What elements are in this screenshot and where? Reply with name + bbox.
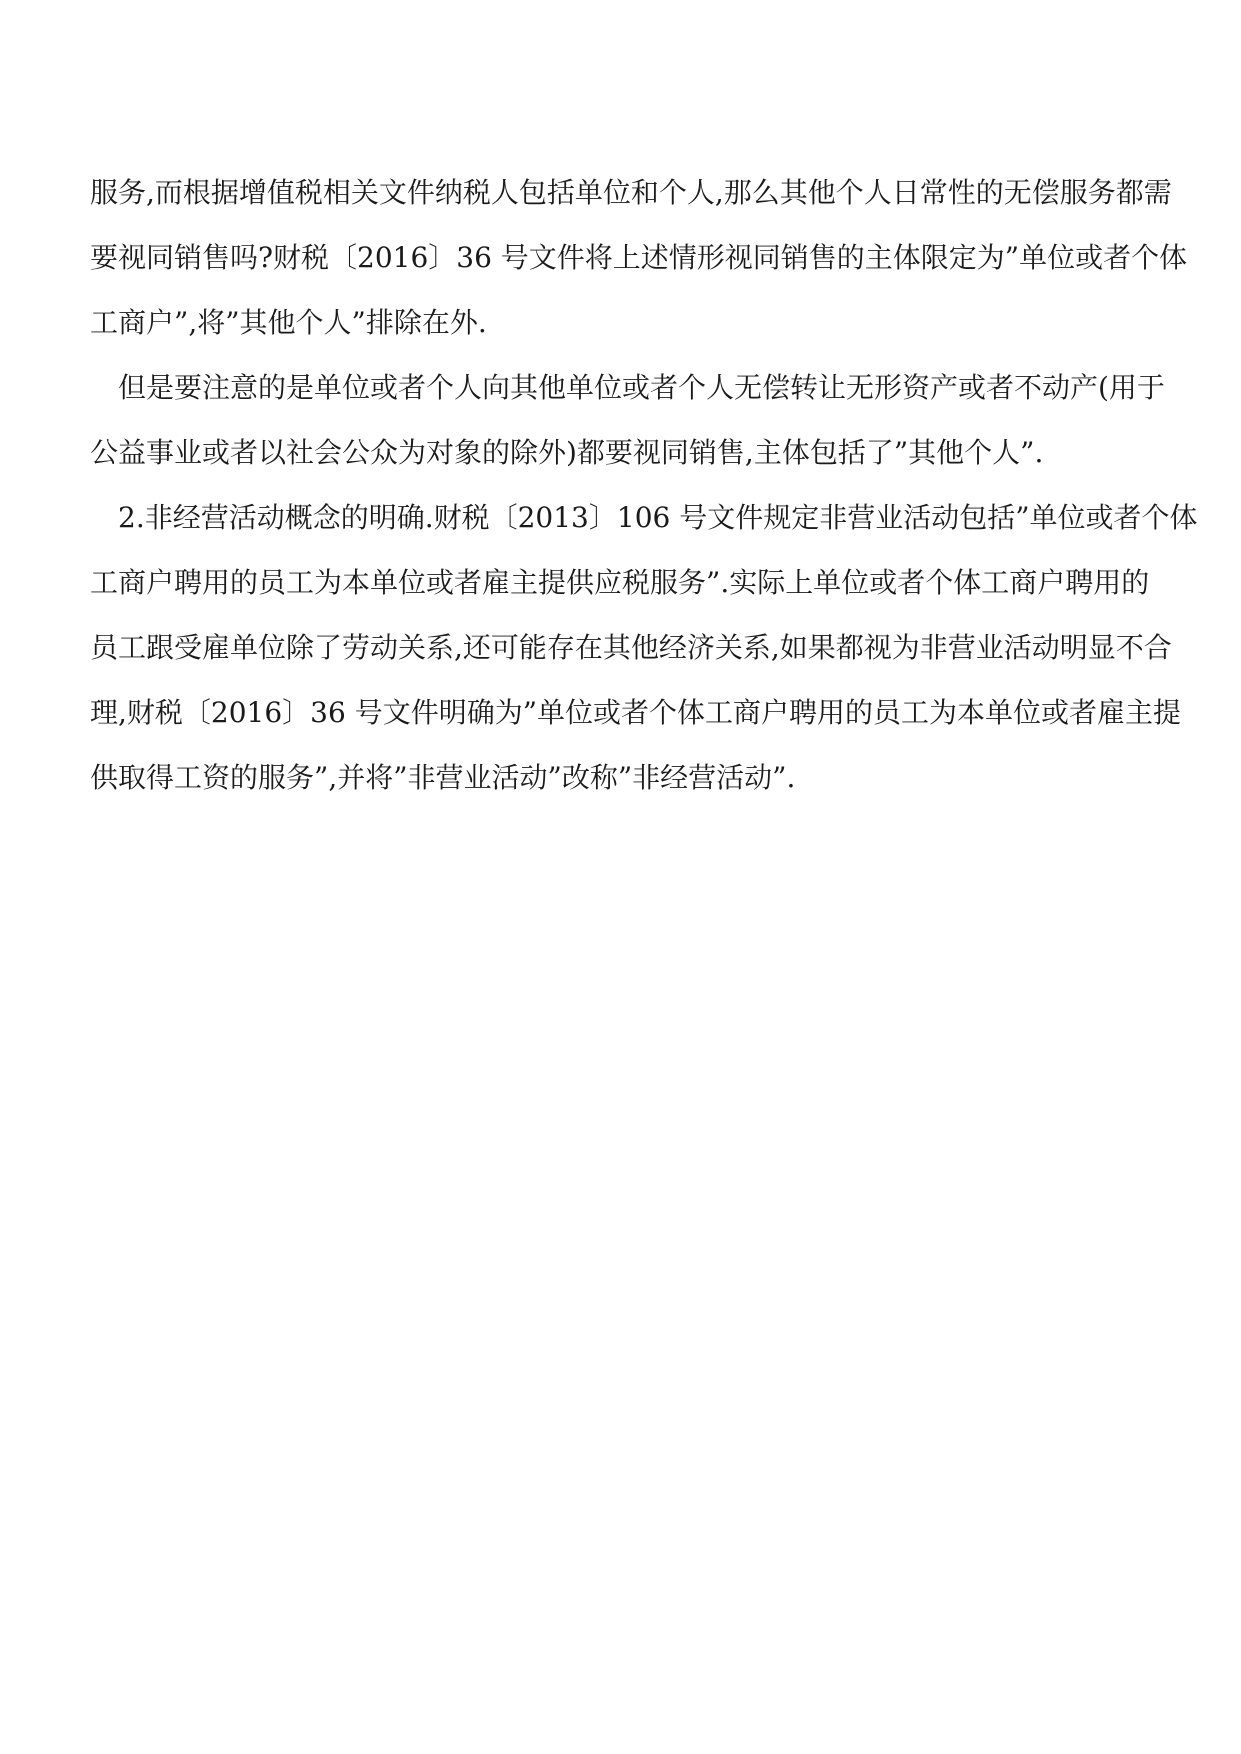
paragraph-line: 2.非经营活动概念的明确.财税〔2013〕106 号文件规定非营业活动包括”单位或者个体 [118,501,1198,534]
paragraph-3 [90,485,1198,810]
paragraph-1 [90,160,1188,355]
paragraph-line: 服务,而根据增值税相关文件纳税人包括单位和个人,那么其他个人日常性的无偿服务都需 [90,176,1172,209]
paragraph-line: 供取得工资的服务”,并将”非营业活动”改称”非经营活动”. [90,761,796,794]
paragraph-line: 工商户”,将”其他个人”排除在外. [90,306,487,339]
paragraph-line: 员工跟受雇单位除了劳动关系,还可能存在其他经济关系,如果都视为非营业活动明显不合 [90,631,1172,664]
paragraph-line: 公益事业或者以社会公众为对象的除外)都要视同销售,主体包括了”其他个人”. [90,436,1044,469]
paragraph-line: 但是要注意的是单位或者个人向其他单位或者个人无偿转让无形资产或者不动产(用于 [118,371,1165,404]
paragraph-2 [90,355,1165,485]
paragraph-line: 要视同销售吗?财税〔2016〕36 号文件将上述情形视同销售的主体限定为”单位或者个体 [90,241,1188,274]
paragraph-line: 理,财税〔2016〕36 号文件明确为”单位或者个体工商户聘用的员工为本单位或者雇主提 [90,696,1182,729]
paragraph-line: 工商户聘用的员工为本单位或者雇主提供应税服务”.实际上单位或者个体工商户聘用的 [90,566,1150,599]
document-body [90,160,1198,810]
